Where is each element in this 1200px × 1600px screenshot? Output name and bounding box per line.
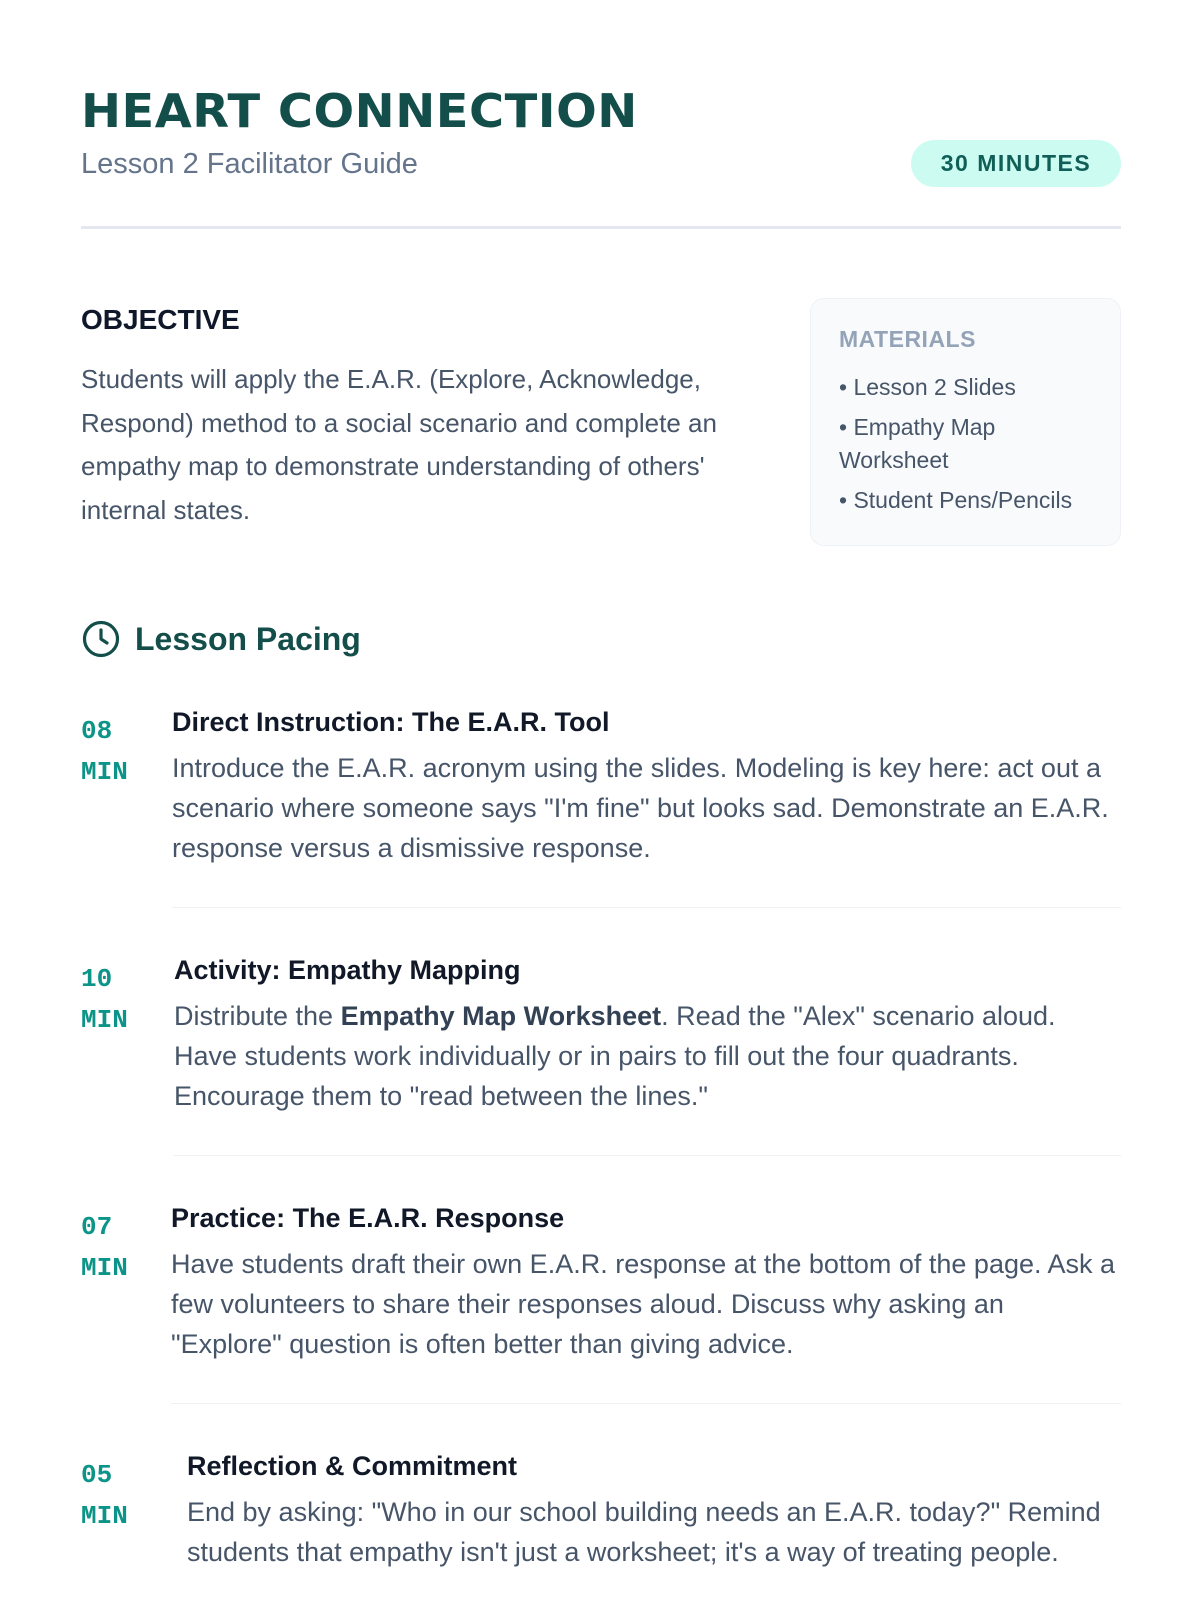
materials-list bbox=[839, 371, 1109, 524]
materials-item: • Lesson 2 Slides bbox=[839, 374, 1016, 400]
step-title: Activity: Empathy Mapping bbox=[174, 955, 521, 985]
step-description: Have students draft their own E.A.R. response at the bottom of the page. Ask a few volunteers to share their responses aloud. Discuss why asking an "Explore" question is often better than giving advice. bbox=[171, 1249, 1116, 1359]
objective-heading: OBJECTIVE bbox=[81, 304, 240, 335]
step-description bbox=[174, 996, 1121, 1116]
step-title: Reflection & Commitment bbox=[187, 1451, 518, 1481]
materials-card bbox=[810, 298, 1121, 546]
page-subtitle: Lesson 2 Facilitator Guide bbox=[81, 148, 418, 180]
step-body bbox=[171, 1198, 1121, 1364]
facilitator-guide-page bbox=[81, 0, 1121, 1600]
step-divider bbox=[171, 1403, 1121, 1404]
step-body bbox=[174, 950, 1121, 1116]
step-minutes-unit: MIN bbox=[81, 757, 128, 787]
materials-heading: MATERIALS bbox=[839, 326, 976, 352]
step-body bbox=[172, 702, 1121, 868]
header-divider bbox=[81, 226, 1121, 229]
step-minutes-unit: MIN bbox=[81, 1005, 128, 1035]
step-minutes: 07 bbox=[81, 1212, 113, 1242]
step-duration bbox=[81, 1455, 145, 1537]
step-title: Direct Instruction: The E.A.R. Tool bbox=[172, 707, 610, 737]
step-description-text: . Read the "Alex" scenario aloud. Have students work individually or in pairs to fill out the four quadrants. Encourage them to "read between the lines." bbox=[174, 1001, 1056, 1111]
clock-icon bbox=[81, 619, 121, 659]
step-divider bbox=[172, 907, 1121, 908]
lesson-pacing-heading: Lesson Pacing bbox=[135, 621, 361, 657]
objective-text: Students will apply the E.A.R. (Explore, Acknowledge, Respond) method to a social scenario and complete an empathy map to demonstrate understanding of others' internal states. bbox=[81, 364, 717, 525]
duration-badge: 30 MINUTES bbox=[911, 140, 1121, 187]
step-minutes-unit: MIN bbox=[81, 1501, 128, 1531]
step-duration bbox=[81, 959, 145, 1041]
step-duration bbox=[81, 1207, 145, 1289]
step-description-text: Distribute the bbox=[174, 1001, 341, 1031]
step-minutes-unit: MIN bbox=[81, 1253, 128, 1283]
step-body bbox=[187, 1446, 1121, 1572]
step-title: Practice: The E.A.R. Response bbox=[171, 1203, 565, 1233]
step-minutes: 05 bbox=[81, 1460, 113, 1490]
step-minutes: 08 bbox=[81, 716, 113, 746]
step-description: Introduce the E.A.R. acronym using the slides. Modeling is key here: act out a scenario where someone says "I'm fine" but looks sad. Demonstrate an E.A.R. response versus a dismissive response. bbox=[172, 753, 1109, 863]
step-minutes: 10 bbox=[81, 964, 113, 994]
step-description: End by asking: "Who in our school building needs an E.A.R. today?" Remind students that empathy isn't just a worksheet; it's a way of treating people. bbox=[187, 1497, 1101, 1567]
step-divider bbox=[174, 1155, 1121, 1156]
materials-item: • Empathy Map Worksheet bbox=[839, 414, 996, 473]
materials-item: • Student Pens/Pencils bbox=[839, 487, 1073, 513]
worksheet-name: Empathy Map Worksheet bbox=[340, 1001, 662, 1031]
page-title: HEART CONNECTION bbox=[81, 84, 638, 138]
step-duration bbox=[81, 711, 145, 793]
